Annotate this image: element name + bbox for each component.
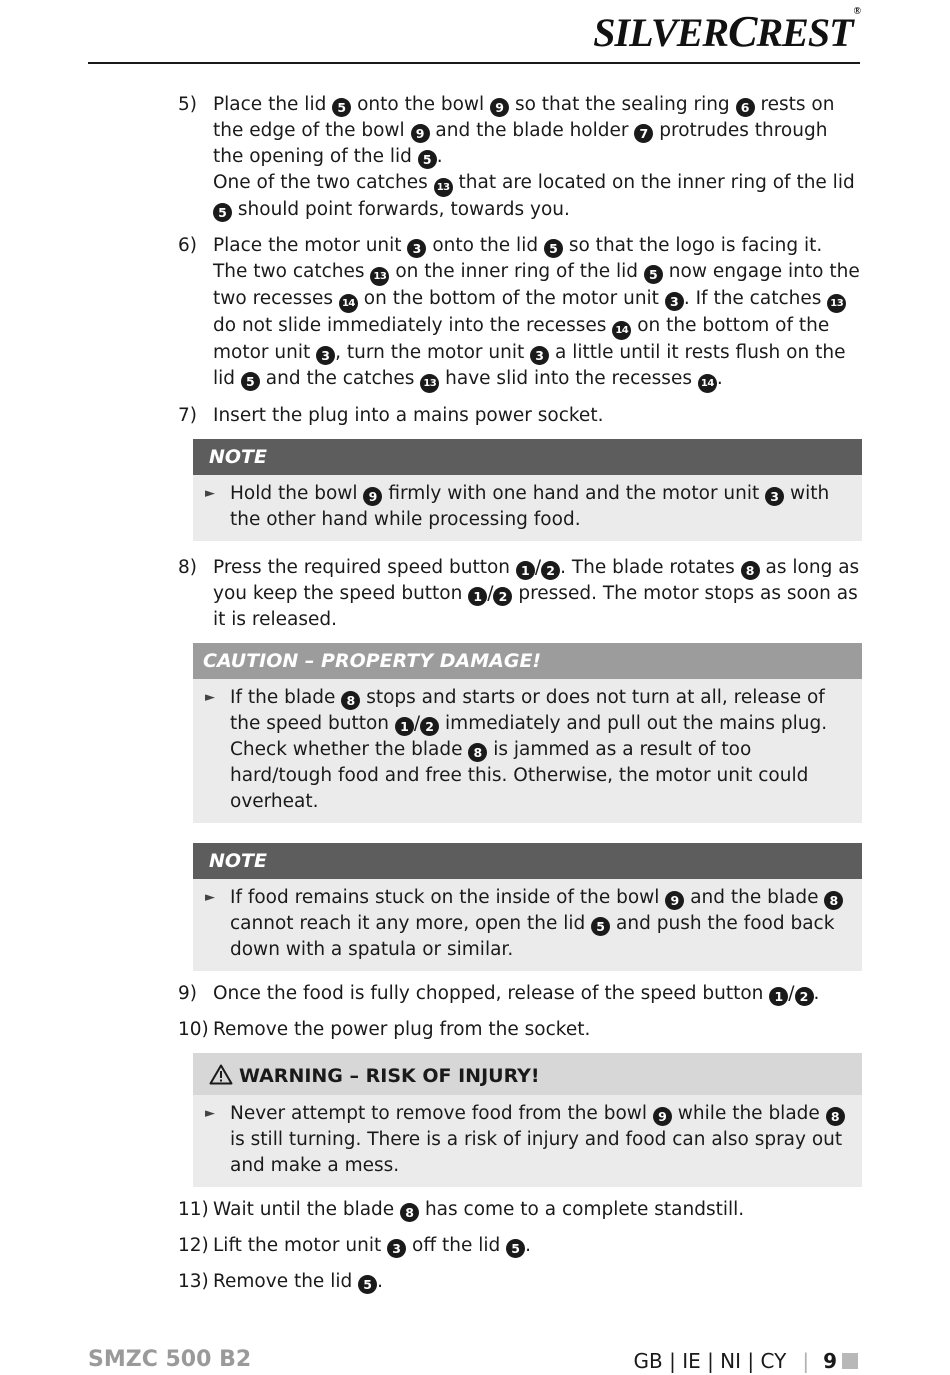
step-5: [178, 92, 862, 223]
instructions: [178, 92, 862, 1305]
step-number: 6): [178, 235, 197, 256]
step-7: [178, 403, 862, 429]
step-12: [178, 1233, 862, 1259]
step-text: Place the motor unit 3 onto the lid 5 so that the logo is facing it. The two catches 13 on the inner ring of the lid 5 now engage into the two recesses 14 on the bottom of the motor unit 3 . If the catches 13 do not slide immediately into the recesses 14 on the bottom of the motor unit 3 , turn the motor unit 3 a little until it rests flush on the lid 5 and the catches 13 have slid into the recesses 14 .: [213, 235, 860, 389]
step-text: Press the required speed button 1 / 2 . The blade rotates 8 as long as you keep the speed button 1 / 2 pressed. The motor stops as soon as it is released.: [213, 557, 860, 630]
warning-box: [193, 1053, 862, 1187]
warning-title: WARNING – RISK OF INJURY!: [239, 1065, 540, 1087]
step-6: [178, 233, 862, 393]
step-text: Insert the plug into a mains power socket.: [213, 405, 604, 426]
step-10: [178, 1017, 862, 1043]
step-number: 8): [178, 557, 197, 578]
caution-box: [193, 643, 862, 823]
brand-logo: SILVERCREST®: [593, 6, 860, 56]
page-number: 9: [823, 1349, 837, 1373]
step-text: Remove the lid 5 .: [213, 1271, 383, 1292]
step-number: 13): [178, 1271, 209, 1292]
note-body: ► If food remains stuck on the inside of the bowl 9 and the blade 8 cannot reach it any more, open the lid 5 and push the food back down with a spatula or similar.: [193, 879, 862, 971]
step-8: [178, 555, 862, 633]
note-box: [193, 843, 862, 971]
warning-body: ► Never attempt to remove food from the bowl 9 while the blade 8 is still turning. There is a risk of injury and food can also spray out and make a mess.: [193, 1095, 862, 1187]
arrow-bullet-icon: ►: [205, 1106, 215, 1121]
warning-triangle-icon: [209, 1064, 233, 1085]
step-number: 5): [178, 94, 197, 115]
step-text: Wait until the blade 8 has come to a complete standstill.: [213, 1199, 745, 1220]
footer-model: SMZC 500 B2: [88, 1347, 252, 1372]
step-number: 7): [178, 405, 197, 426]
page-header: [88, 0, 860, 64]
step-text: Lift the motor unit 3 off the lid 5 .: [213, 1235, 532, 1256]
note-box: [193, 439, 862, 541]
step-text: Remove the power plug from the socket.: [213, 1019, 591, 1040]
step-text: Place the lid 5 onto the bowl 9 so that the sealing ring 6 rests on the edge of the bowl 9 and the blade holder 7 protrudes through the opening of the lid 5 . One of the two catches 13 that are located on the inner ring of the lid 5 should point forwards, towards you.: [213, 94, 855, 220]
warning-header: [193, 1053, 862, 1095]
step-13: [178, 1269, 862, 1295]
arrow-bullet-icon: ►: [205, 486, 215, 501]
footer-separator: |: [802, 1349, 810, 1373]
step-9: [178, 981, 862, 1007]
step-number: 9): [178, 983, 197, 1004]
footer-pagination: [634, 1349, 858, 1373]
note-title: NOTE: [193, 439, 862, 475]
note-title: NOTE: [193, 843, 862, 879]
page-marker: [842, 1353, 858, 1369]
step-text: Once the food is fully chopped, release of the speed button 1 / 2 .: [213, 983, 820, 1004]
step-11: [178, 1197, 862, 1223]
step-number: 11): [178, 1199, 209, 1220]
footer-countries: GB | IE | NI | CY: [633, 1349, 787, 1373]
note-body: ► Hold the bowl 9 firmly with one hand and the motor unit 3 with the other hand while processing food.: [205, 483, 830, 530]
caution-title: CAUTION – PROPERTY DAMAGE!: [193, 643, 862, 679]
caution-body: ► If the blade 8 stops and starts or does not turn at all, release of the speed button 1 / 2 immediately and pull out the mains plug. Check whether the blade 8 is jammed as a result of too hard/tough food and free this. Otherwise, the motor unit could overheat.: [205, 687, 828, 812]
arrow-bullet-icon: ►: [205, 690, 215, 705]
step-number: 12): [178, 1235, 209, 1256]
step-number: 10): [178, 1019, 209, 1040]
arrow-bullet-icon: ►: [205, 890, 215, 905]
